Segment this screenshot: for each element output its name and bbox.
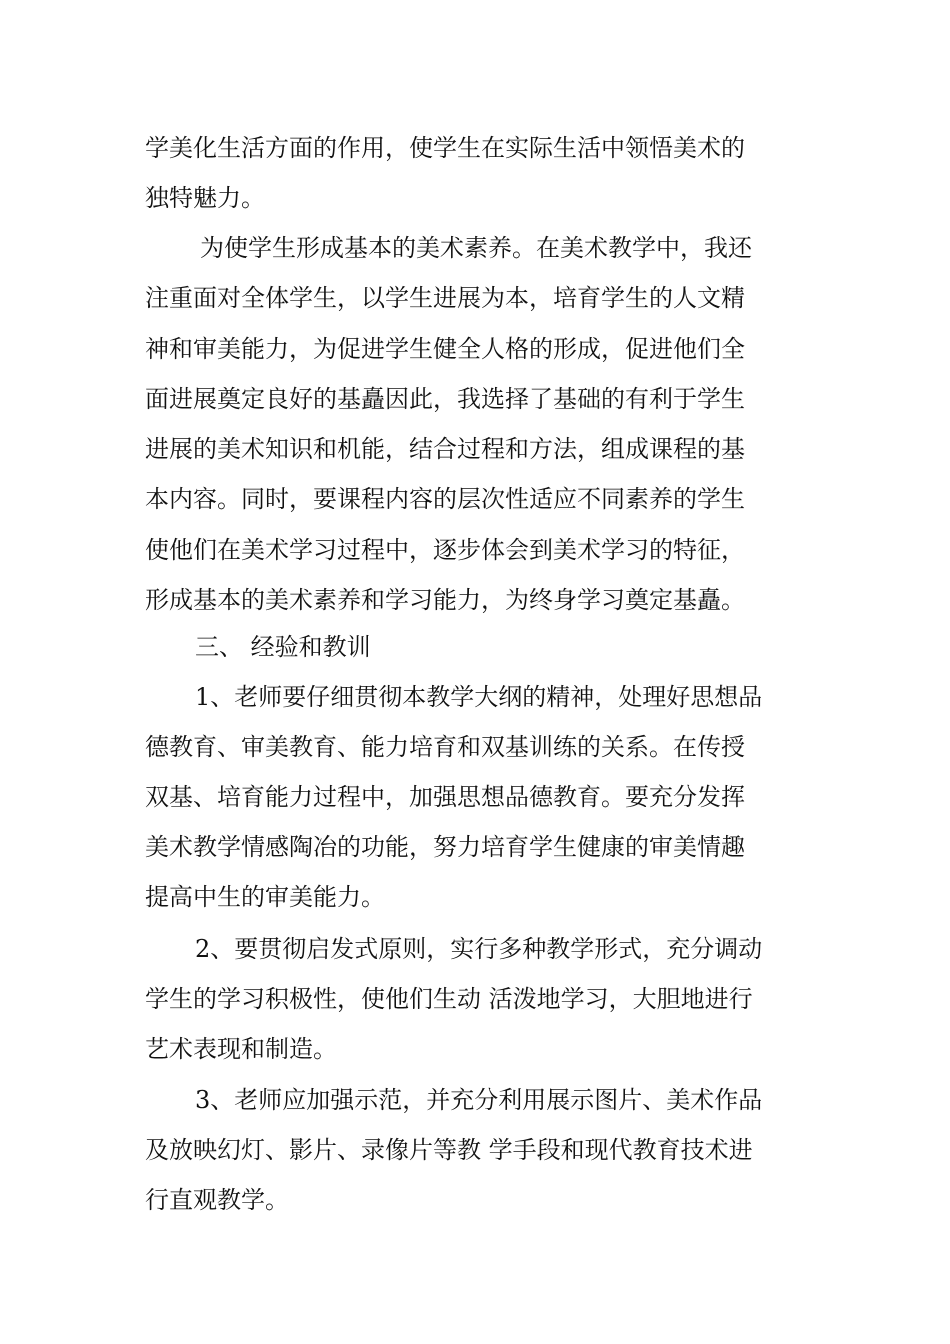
text-line: 美术教学情感陶冶的功能，努力培育学生健康的审美情趣: [145, 833, 745, 861]
text-line: 学生的学习积极性，使他们生动 活泼地学习，大胆地进行: [145, 985, 753, 1013]
text-line: 进展的美术知识和机能，结合过程和方法，组成课程的基: [145, 435, 745, 463]
text-line: 学美化生活方面的作用，使学生在实际生活中领悟美术的: [145, 134, 745, 162]
text-line: 行直观教学。: [145, 1186, 289, 1214]
text-line: 独特魅力。: [145, 184, 265, 212]
text-line: 及放映幻灯、影片、录像片等教 学手段和现代教育技术进: [145, 1136, 753, 1164]
text-line: 神和审美能力，为促进学生健全人格的形成，促进他们全: [145, 335, 745, 363]
text-line: 德教育、审美教育、能力培育和双基训练的关系。在传授: [145, 733, 745, 761]
paragraph-first-line: 为使学生形成基本的美术素养。在美术教学中，我还: [200, 234, 752, 262]
text-line: 双基、培育能力过程中，加强思想品德教育。要充分发挥: [145, 783, 745, 811]
text-line: 艺术表现和制造。: [145, 1035, 337, 1063]
paragraph-first-line: 3、老师应加强示范，并充分利用展示图片、美术作品: [195, 1086, 763, 1114]
section-heading: 三、 经验和教训: [195, 633, 371, 661]
text-line: 面进展奠定良好的基矗因此，我选择了基础的有利于学生: [145, 385, 745, 413]
paragraph-first-line: 1、老师要仔细贯彻本教学大纲的精神，处理好思想品: [195, 683, 763, 711]
text-line: 形成基本的美术素养和学习能力，为终身学习奠定基矗。: [145, 586, 745, 614]
text-line: 注重面对全体学生，以学生进展为本，培育学生的人文精: [145, 284, 745, 312]
paragraph-first-line: 2、要贯彻启发式原则，实行多种教学形式，充分调动: [195, 935, 763, 963]
text-line: 本内容。同时，要课程内容的层次性适应不同素养的学生: [145, 485, 745, 513]
text-line: 使他们在美术学习过程中，逐步体会到美术学习的特征，: [145, 536, 745, 564]
text-line: 提高中生的审美能力。: [145, 883, 385, 911]
